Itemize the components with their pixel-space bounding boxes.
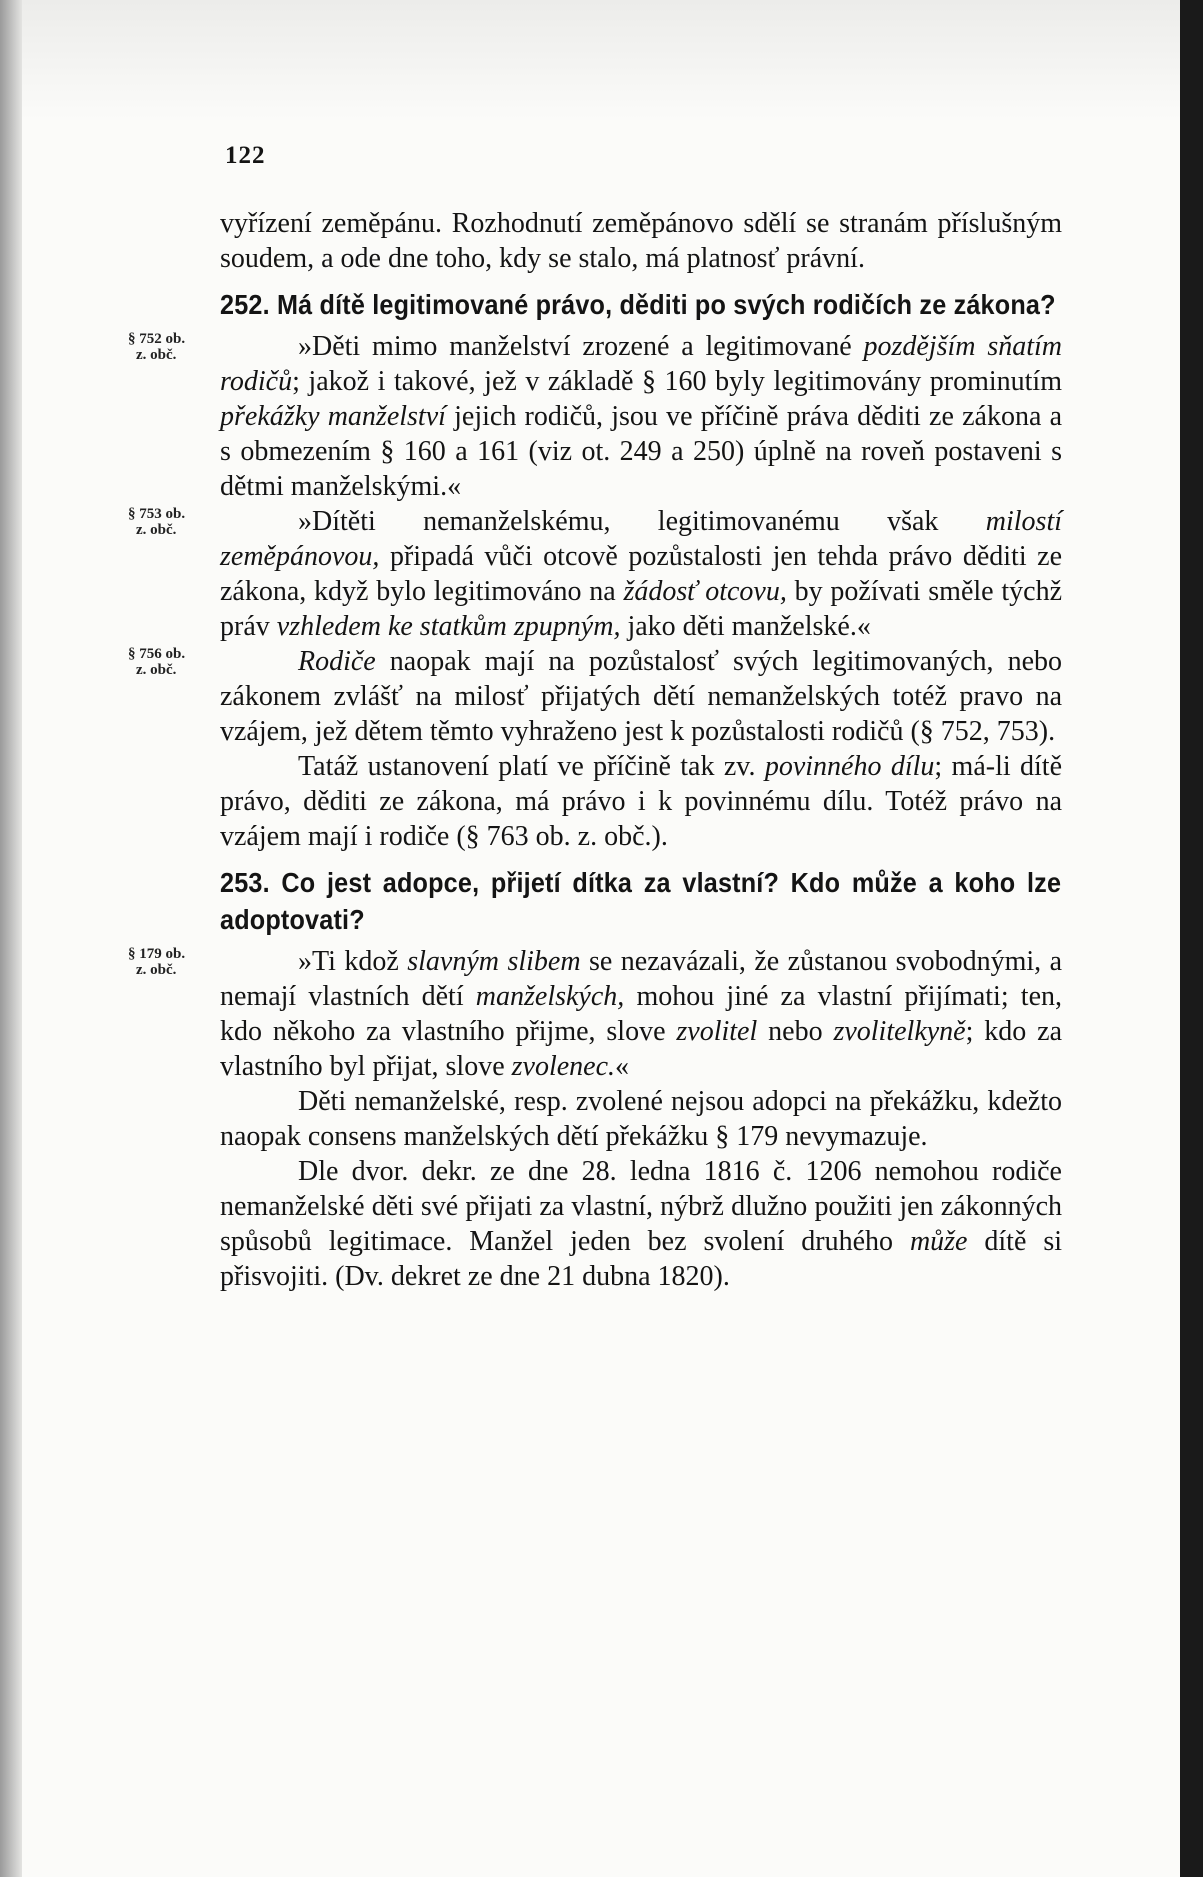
- book-page: [22, 0, 1180, 1877]
- page-right-edge: [1180, 0, 1203, 1877]
- italic-text: překážky manželství: [220, 401, 446, 432]
- paragraph-block: [220, 1154, 1062, 1294]
- page-number: 122: [225, 142, 266, 169]
- paragraph: [220, 944, 1062, 1084]
- text-run: ; má-li dítě právo, děditi ze zákona, má právo i k povinnému dílu. Totéž právo na vzájem mají i rodiče (§ 763 ob. z. obč.).: [220, 751, 1062, 852]
- section-heading: [220, 864, 1061, 938]
- margin-citation: [128, 506, 216, 538]
- paragraph-block: [220, 749, 1062, 854]
- margin-citation-line: § 179 ob.: [128, 946, 186, 962]
- paragraph-block: [220, 206, 1062, 276]
- section-heading-block: [220, 864, 1062, 938]
- italic-text: zvolitel: [676, 1016, 758, 1047]
- text-run: vyřízení zeměpánu. Rozhodnutí zeměpánovo sdělí se stranám příslušným soudem, a ode dne toho, kdy se stalo, má platnosť právní.: [220, 208, 1062, 274]
- text-run: Děti nemanželské, resp. zvolené nejsou adopci na překážku, kdežto naopak consens manželských dětí překážku § 179 nevymazuje.: [220, 1086, 1062, 1152]
- page-text: [128, 206, 1063, 1294]
- text-run: Dle dvor. dekr. ze dne 28. ledna 1816 č. 1206 nemohou rodiče nemanželské děti své přijati za vlastní, nýbrž dlužno použiti jen zákonných spůsobů legitimace. Manžel jeden bez svolení druhého: [220, 1156, 1062, 1257]
- paragraph: [220, 1084, 1062, 1154]
- text-run: se nezavázali, že zůstanou svobodnými, a nemají vlastních dětí: [220, 946, 1063, 1012]
- margin-citation-line: § 753 ob.: [128, 506, 186, 522]
- paragraph: [220, 749, 1062, 854]
- italic-text: zvolitelkyně: [833, 1016, 966, 1047]
- text-run: dítě si přisvojiti. (Dv. dekret ze dne 21 dubna 1820).: [220, 1226, 1062, 1292]
- margin-citation: [128, 646, 216, 678]
- italic-text: zvolenec.: [511, 1051, 616, 1082]
- text-run: 252. Má dítě legitimované právo, děditi po svých rodičích ze zákona?: [220, 289, 1056, 320]
- margin-citation-line: § 756 ob.: [128, 646, 186, 662]
- italic-text: manželských,: [475, 981, 625, 1012]
- text-run: připadá vůči otcově pozůstalosti jen tehda právo děditi ze zákona, když bylo legitimováno na: [220, 541, 1062, 607]
- paragraph: [220, 206, 1062, 276]
- text-run: by požívati směle týchž práv: [220, 576, 1062, 642]
- text-run: naopak mají na pozůstalosť svých legitimovaných, nebo zákonem zvlášť na milosť přijatých dětí nemanželských totéž pravo na vzájem, jež dětem těmto vyhraženo jest k pozůstalosti rodičů (§ 752, 753).: [220, 646, 1062, 747]
- paragraph: [220, 644, 1062, 749]
- margin-citation-line: z. obč.: [136, 347, 177, 363]
- italic-text: žádosť otcovu,: [623, 576, 787, 607]
- margin-citation-line: § 752 ob.: [128, 331, 186, 347]
- text-run: »Dítěti nemanželskému, legitimovanému však: [298, 506, 986, 537]
- paragraph-block: [128, 944, 1063, 1084]
- page-left-shadow: [0, 0, 22, 1877]
- text-run: ; kdo za vlastního byl přijat, slove: [220, 1016, 1062, 1082]
- paragraph: [220, 329, 1062, 504]
- paragraph: [220, 504, 1062, 644]
- paragraph-block: [128, 644, 1062, 749]
- margin-citation: [128, 331, 216, 363]
- paragraph-block: [220, 1084, 1062, 1154]
- italic-text: Rodiče: [298, 646, 376, 677]
- paragraph-block: [128, 329, 1063, 504]
- text-run: jako děti manželské.«: [620, 611, 871, 642]
- text-run: ; jakož i takové, jež v základě § 160 byly legitimovány prominutím: [292, 366, 1062, 397]
- text-run: «: [615, 1051, 630, 1082]
- italic-text: vzhledem ke statkům zpupným,: [276, 611, 621, 642]
- italic-text: může: [909, 1226, 968, 1257]
- text-run: »Děti mimo manželství zrozené a legitimované: [298, 331, 864, 362]
- margin-citation-line: z. obč.: [136, 962, 177, 978]
- italic-text: pozdějším sňatím rodičů: [220, 331, 1062, 397]
- text-run: 253. Co jest adopce, přijetí dítka za vlastní? Kdo může a koho lze adoptovati?: [220, 867, 1062, 935]
- section-heading-block: [220, 286, 1062, 323]
- section-heading: [220, 286, 1061, 323]
- margin-citation: [128, 946, 216, 978]
- text-run: jejich rodičů, jsou ve příčině práva děditi ze zákona a s obmezením § 160 a 161 (viz ot. 249 a 250) úplně na roveň postaveni s dětmi manželskými.«: [220, 401, 1063, 502]
- text-run: »Ti kdož: [298, 946, 408, 977]
- paragraph: [220, 1154, 1062, 1294]
- italic-text: milostí zeměpánovou,: [220, 506, 1062, 572]
- margin-citation-line: z. obč.: [136, 522, 177, 538]
- text-run: nebo: [757, 1016, 834, 1047]
- paragraph-block: [128, 504, 1062, 644]
- italic-text: povinného dílu: [764, 751, 935, 782]
- text-run: mohou jiné za vlastní přijímati; ten, kdo někoho za vlastního přijme, slove: [220, 981, 1062, 1047]
- italic-text: slavným slibem: [407, 946, 581, 977]
- margin-citation-line: z. obč.: [136, 662, 177, 678]
- text-run: Tatáž ustanovení platí ve příčině tak zv.: [298, 751, 765, 782]
